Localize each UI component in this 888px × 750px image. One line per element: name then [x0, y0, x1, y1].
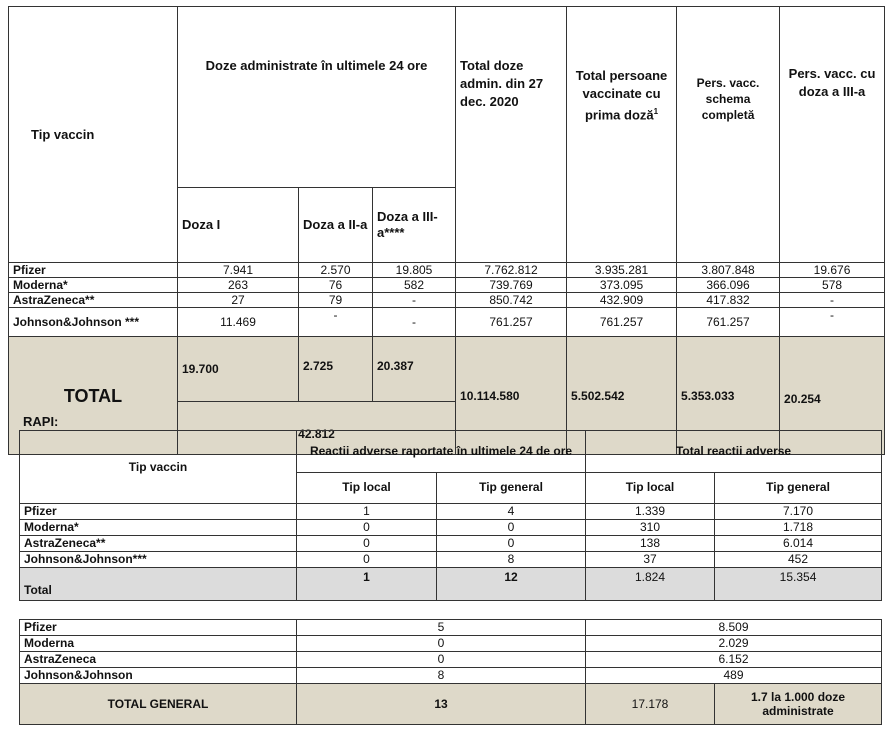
adverse-reactions-table	[19, 430, 882, 601]
total-local-24h: 1	[297, 568, 437, 601]
row-name: Moderna	[20, 636, 297, 652]
cell-24h: 5	[297, 620, 586, 636]
total-general-rate: 1.7 la 1.000 doze administrate	[715, 684, 882, 725]
cell-doza-ii: 79	[299, 293, 373, 308]
cell-doza3: -	[780, 293, 885, 308]
cell-general-24h: 0	[437, 536, 586, 552]
col-header-total-prima	[567, 7, 677, 263]
cell-general-total: 7.170	[715, 504, 882, 520]
total-label: Total	[20, 568, 297, 601]
total-prima: 5.502.542	[567, 337, 677, 455]
cell-doza-i: 7.941	[178, 263, 299, 278]
cell-complet: 3.807.848	[677, 263, 780, 278]
cell-doza3: 19.676	[780, 263, 885, 278]
col-header-tip-vaccin: Tip vaccin	[9, 7, 178, 263]
cell-local-24h: 0	[297, 536, 437, 552]
cell-local-24h: 0	[297, 520, 437, 536]
table-row	[20, 536, 882, 552]
total-doza-iii: 20.387	[373, 337, 456, 402]
total-row	[9, 337, 885, 402]
col-header-doza-ii: Doza a II-a	[299, 188, 373, 263]
total-24h-sum: 42.812	[178, 402, 456, 455]
total-prima-label: Total persoane vaccinate cu prima doză	[575, 68, 668, 123]
table-row	[9, 278, 885, 293]
cell-doza-i: 27	[178, 293, 299, 308]
col-header-doza3: Pers. vacc. cu doza a III-a	[780, 7, 885, 263]
rapi-label: RAPI:	[23, 414, 59, 429]
cell-total-doze: 761.257	[456, 308, 567, 337]
col-header-tip-general-total: Tip general	[715, 472, 882, 503]
table-row	[20, 636, 882, 652]
row-name: Moderna*	[20, 520, 297, 536]
cell-doza3: 578	[780, 278, 885, 293]
cell-total-doze: 739.769	[456, 278, 567, 293]
vaccination-table	[8, 6, 885, 455]
row-name: Johnson&Johnson***	[20, 552, 297, 568]
cell-prima: 3.935.281	[567, 263, 677, 278]
cell-complet: 366.096	[677, 278, 780, 293]
col-header-schema-completa: Pers. vacc. schema completă	[677, 7, 780, 263]
col-header-doze-24h	[178, 7, 456, 188]
cell-doza-ii: 2.570	[299, 263, 373, 278]
table-header-row	[9, 7, 885, 188]
col-header-total-doze: Total doze admin. din 27 dec. 2020	[456, 7, 567, 263]
cell-doza-iii: 19.805	[373, 263, 456, 278]
row-name: Pfizer	[20, 620, 297, 636]
cell-total: 8.509	[586, 620, 882, 636]
cell-general-total: 452	[715, 552, 882, 568]
cell-local-24h: 1	[297, 504, 437, 520]
col-header-doza-i: Doza I	[178, 188, 299, 263]
cell-total: 6.152	[586, 652, 882, 668]
cell-24h: 8	[297, 668, 586, 684]
cell-total-doze: 850.742	[456, 293, 567, 308]
row-name: Moderna*	[9, 278, 178, 293]
cell-prima: 432.909	[567, 293, 677, 308]
total-general-total: 15.354	[715, 568, 882, 601]
cell-general-24h: 4	[437, 504, 586, 520]
total-local-total: 1.824	[586, 568, 715, 601]
total-general-total: 17.178	[586, 684, 715, 725]
cell-local-total: 310	[586, 520, 715, 536]
row-name: Johnson&Johnson	[20, 668, 297, 684]
cell-total: 489	[586, 668, 882, 684]
total-doza3: 20.254	[780, 337, 885, 455]
cell-general-24h: 8	[437, 552, 586, 568]
col-header-tip-local-24h: Tip local	[297, 472, 437, 503]
table-row	[9, 308, 885, 337]
col-header-tip-general-24h: Tip general	[437, 472, 586, 503]
col-header-tip-local-total: Tip local	[586, 472, 715, 503]
table-header-row	[20, 431, 882, 473]
table-row	[20, 552, 882, 568]
total-label: TOTAL	[9, 337, 178, 455]
cell-complet: 761.257	[677, 308, 780, 337]
cell-doza-iii: -	[373, 308, 456, 337]
table-row	[20, 668, 882, 684]
total-general-24h: 13	[297, 684, 586, 725]
total-doza-i: 19.700	[178, 337, 299, 402]
row-name: Pfizer	[9, 263, 178, 278]
row-name: AstraZeneca**	[20, 536, 297, 552]
cell-total: 2.029	[586, 636, 882, 652]
table-row	[20, 520, 882, 536]
cell-prima: 761.257	[567, 308, 677, 337]
table-row	[20, 652, 882, 668]
cell-doza-i: 11.469	[178, 308, 299, 337]
total-general-24h: 12	[437, 568, 586, 601]
total-complet: 5.353.033	[677, 337, 780, 455]
cell-general-total: 6.014	[715, 536, 882, 552]
table-row	[20, 504, 882, 520]
col-header-doza-iii: Doza a III-a****	[373, 188, 456, 263]
row-name: Pfizer	[20, 504, 297, 520]
cell-doza-iii: -	[373, 293, 456, 308]
cell-local-total: 37	[586, 552, 715, 568]
cell-doza-iii: 582	[373, 278, 456, 293]
total-doze-all: 10.114.580	[456, 337, 567, 455]
cell-local-total: 138	[586, 536, 715, 552]
cell-general-total: 1.718	[715, 520, 882, 536]
doze-24h-label: Doze administrate în ultimele 24 ore	[205, 58, 428, 73]
cell-prima: 373.095	[567, 278, 677, 293]
cell-total-doze: 7.762.812	[456, 263, 567, 278]
table-row	[20, 620, 882, 636]
cell-doza-ii: 76	[299, 278, 373, 293]
cell-24h: 0	[297, 636, 586, 652]
footnote-marker: 1	[653, 107, 659, 116]
cell-local-24h: 0	[297, 552, 437, 568]
total-general-row	[20, 684, 882, 725]
adverse-summary-table	[19, 619, 882, 725]
cell-local-total: 1.339	[586, 504, 715, 520]
cell-doza-i: 263	[178, 278, 299, 293]
table-row	[9, 293, 885, 308]
col-header-total-reactii: Total reactii adverse	[586, 431, 882, 473]
cell-doza-ii: -	[299, 308, 373, 337]
cell-complet: 417.832	[677, 293, 780, 308]
col-header-reactii-24h: Reactii adverse raportate în ultimele 24 de ore	[297, 431, 586, 473]
cell-general-24h: 0	[437, 520, 586, 536]
total-row	[20, 568, 882, 601]
total-doza-ii: 2.725	[299, 337, 373, 402]
row-name: AstraZeneca	[20, 652, 297, 668]
row-name: Johnson&Johnson ***	[9, 308, 178, 337]
col-header-tip-vaccin: Tip vaccin	[20, 431, 297, 504]
row-name: AstraZeneca**	[9, 293, 178, 308]
table-row	[9, 263, 885, 278]
cell-24h: 0	[297, 652, 586, 668]
total-general-label: TOTAL GENERAL	[20, 684, 297, 725]
cell-doza3: -	[780, 308, 885, 337]
